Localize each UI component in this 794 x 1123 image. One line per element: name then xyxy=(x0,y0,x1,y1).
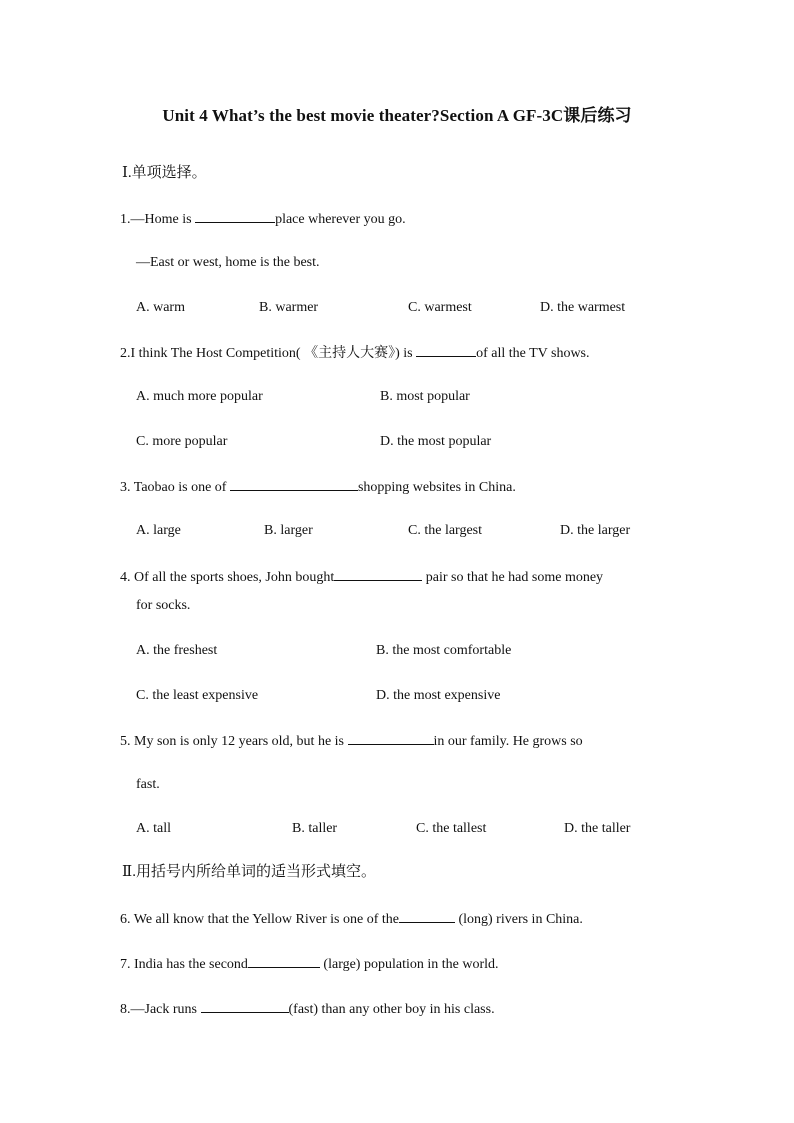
answer-blank[interactable] xyxy=(399,909,455,923)
option-c: C. warmest xyxy=(408,300,472,315)
question-1-text-start: 1.—Home is xyxy=(120,212,196,227)
question-5-text-end: in our family. He grows so xyxy=(433,734,583,749)
question-7-text-start: 7. India has the second xyxy=(120,957,248,972)
answer-blank[interactable] xyxy=(248,954,320,968)
question-3 xyxy=(120,477,516,497)
answer-blank[interactable] xyxy=(416,343,476,357)
answer-blank[interactable] xyxy=(195,209,275,223)
option-d: D. the larger xyxy=(560,523,631,538)
question-1 xyxy=(120,209,406,229)
answer-blank[interactable] xyxy=(230,477,358,491)
question-4-text-end: pair so that he had some money xyxy=(422,570,604,585)
question-6-text-end: (long) rivers in China. xyxy=(454,912,583,927)
option-d: D. the warmest xyxy=(540,300,626,315)
option-a: A. much more popular xyxy=(136,389,263,404)
question-2 xyxy=(120,343,590,363)
option-c: C. the tallest xyxy=(416,821,487,836)
option-d: D. the taller xyxy=(564,821,631,836)
question-5-continuation: fast. xyxy=(136,777,160,792)
option-d: D. the most popular xyxy=(380,434,492,449)
option-a: A. the freshest xyxy=(136,643,218,658)
answer-blank[interactable] xyxy=(201,999,289,1013)
question-1-reply: —East or west, home is the best. xyxy=(136,255,320,270)
section-heading-1: Ⅰ.单项选择。 xyxy=(122,165,207,181)
option-a: A. large xyxy=(136,523,181,538)
option-c: C. more popular xyxy=(136,434,228,449)
question-3-text-end: shopping websites in China. xyxy=(357,480,516,495)
question-4-continuation: for socks. xyxy=(136,598,191,613)
question-1-text-end: place wherever you go. xyxy=(275,212,406,227)
question-7-text-end: (large) population in the world. xyxy=(319,957,499,972)
option-d: D. the most expensive xyxy=(376,688,501,703)
question-6 xyxy=(120,909,583,929)
option-b: B. most popular xyxy=(380,389,470,404)
question-8-text-end: (fast) than any other boy in his class. xyxy=(288,1002,495,1017)
question-2-text-start: 2.I think The Host Competition( 《主持人大赛》) is xyxy=(120,346,417,361)
question-8 xyxy=(120,999,495,1019)
answer-blank[interactable] xyxy=(334,567,422,581)
question-4-text-start: 4. Of all the sports shoes, John bought xyxy=(120,570,335,585)
question-4 xyxy=(120,567,603,587)
option-a: A. warm xyxy=(136,300,185,315)
question-5-text-start: 5. My son is only 12 years old, but he is xyxy=(120,734,348,749)
worksheet-title: Unit 4 What’s the best movie theater?Section A GF-3C课后练习 xyxy=(162,106,632,125)
option-c: C. the largest xyxy=(408,523,483,538)
answer-blank[interactable] xyxy=(348,731,434,745)
question-3-text-start: 3. Taobao is one of xyxy=(120,480,230,495)
question-2-text-end: of all the TV shows. xyxy=(476,346,590,361)
question-8-text-start: 8.—Jack runs xyxy=(120,1002,201,1017)
option-b: B. the most comfortable xyxy=(376,643,512,658)
option-a: A. tall xyxy=(136,821,171,836)
option-b: B. warmer xyxy=(259,300,319,315)
question-5 xyxy=(120,731,583,751)
section-heading-2: Ⅱ.用括号内所给单词的适当形式填空。 xyxy=(122,864,376,880)
question-6-text-start: 6. We all know that the Yellow River is one of the xyxy=(120,912,399,927)
option-b: B. larger xyxy=(264,523,313,538)
option-b: B. taller xyxy=(292,821,338,836)
option-c: C. the least expensive xyxy=(136,688,259,703)
question-7 xyxy=(120,954,499,974)
